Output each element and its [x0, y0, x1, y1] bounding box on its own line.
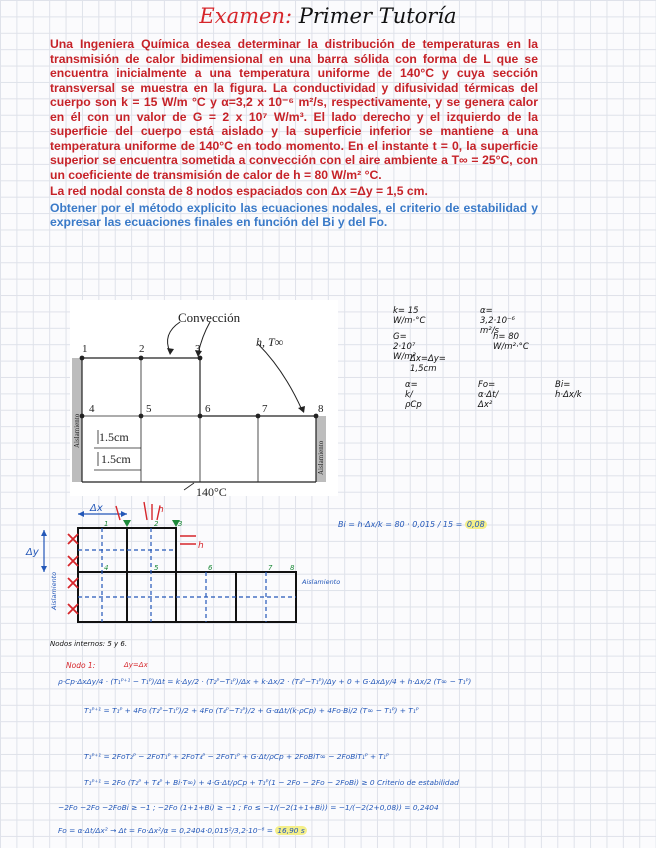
equation-5-text: −2Fo −2Fo −2FoBi ≥ −1 ; −2Fo (1+1+Bi) ≥ −1 ; — [58, 803, 242, 812]
note-alpha: α= 3,2·10⁻⁶ m²/s — [480, 306, 515, 336]
h-tinf-label: h, T∞ — [256, 335, 284, 349]
node1-note: Δy=Δx — [124, 661, 148, 669]
bi-calculation — [338, 520, 487, 529]
sketch-h-label: h — [158, 505, 164, 515]
equation-1: ρ·Cp·ΔxΔy/4 · (T₁ᴾ⁺¹ − T₁ᴾ)/Δt = k·Δy/2 · (T₂ᴾ−T₁ᴾ)/Δx + k·Δx/2 · (T₄ᴾ−T₁ᴾ)/Δy + 0 + G·ΔxΔy/4 + h·Δx/2 (T∞ − T₁ᴾ) — [58, 677, 472, 686]
fo-result-prefix: Fo ≤ −1/(−2(1+1+Bi)) = −1/(−2(2+0,08)) = — [243, 803, 411, 812]
stability-criterion: Criterio de estabilidad — [376, 778, 459, 787]
sketch-h-label-side: h — [198, 541, 204, 551]
fo-result: 0,2404 — [412, 803, 439, 812]
title-prefix: Examen: — [199, 4, 293, 28]
bi-calc-text: Bi = h·Δx/k = 80 · 0,015 / 15 = — [338, 520, 463, 529]
sketch-node-7: 7 — [268, 564, 273, 572]
note-G: G= 2·10⁷ W/m³ — [393, 332, 416, 362]
equation-5 — [58, 803, 439, 812]
sketch-insulated-left: Aislamiento — [50, 571, 58, 610]
equation-4 — [84, 778, 459, 787]
sketch-node-4: 4 — [104, 564, 109, 572]
note-dx: Δx=Δy= 1,5cm — [410, 354, 446, 374]
dim-1-label: 1.5cm — [99, 430, 129, 444]
node-8-label: 8 — [318, 403, 324, 415]
dt-prefix: Fo = α·Δt/Δx² → Δt = Fo·Δx²/α = 0,2404·0,015²/3,2·10⁻⁶ = — [58, 826, 273, 835]
dim-2-label: 1.5cm — [101, 452, 131, 466]
note-k: k= 15 W/m·°C — [393, 306, 426, 326]
sketch-dx-label: Δx — [90, 503, 103, 514]
bi-calc-result: 0,08 — [466, 520, 485, 529]
node-1-label: 1 — [82, 343, 88, 355]
note-h: h= 80 W/m²·°C — [493, 332, 529, 352]
equation-6 — [58, 826, 307, 835]
dt-result: 16,90 s — [277, 826, 305, 835]
internal-nodes-note: Nodos internos: 5 y 6. — [50, 640, 128, 648]
node-3-label: 3 — [195, 343, 201, 355]
equation-4-text: T₁ᴾ⁺¹ = 2Fo (T₂ᴾ + T₄ᴾ + Bi·T∞) + 4·G·Δt/ρCp + T₁ᴾ(1 − 2Fo − 2Fo − 2FoBi) ≥ 0 — [84, 778, 375, 787]
objective-text: Obtener por el método explicito las ecuaciones nodales, el criterio de estabilidad y expresar las ecuaciones finales en función del Bi y del Fo. — [50, 200, 538, 229]
node-2-label: 2 — [139, 343, 145, 355]
node-4-label: 4 — [89, 403, 95, 415]
convection-label: Convección — [178, 310, 241, 325]
node-5-label: 5 — [146, 403, 152, 415]
problem-text: Una Ingeniera Química desea determinar la distribución de temperaturas en la transmisión de calor bidimensional en una barra sólida con forma de L que se encuentra inicialmente a una temperatura uniforme de 140°C y cuya sección transversal se muestra en la figura. La conductividad y difusividad térmicas del cuerpo son k = 15 W/m °C y α=3,2 x 10⁻⁶ m²/s, respectivamente, y se genera calor en él con un valor de G = 2 x 10⁷ W/m³. El lado derecho y el izquierdo de la superficie del cuerpo está aislado y la superficie inferior se mantiene a una temperatura uniforme de 140°C en todo momento. En el instante t = 0, la superficie superior se encuentra sometida a convección con el aire ambiente a T∞ = 25°C, con un coeficiente de transmisión de calor de h = 80 W/m² °C. — [50, 37, 538, 182]
textbook-figure — [70, 300, 338, 499]
sketch-insulated-right: Aislamiento — [302, 578, 341, 586]
sketch-dy-label: Δy — [26, 547, 39, 558]
equation-2: T₁ᴾ⁺¹ = T₁ᴾ + 4Fo (T₂ᴾ−T₁ᴾ)/2 + 4Fo (T₄ᴾ−T₁ᴾ)/2 + G·αΔt/(k·ρCp) + 4Fo·Bi/2 (T∞ − T₁ᴾ) + T₁ᴾ — [84, 706, 419, 715]
bottom-temp-label: 140°C — [196, 485, 227, 499]
page-title — [0, 4, 656, 28]
node1-title: Nodo 1: — [66, 661, 96, 670]
node-7-label: 7 — [262, 403, 268, 415]
note-bi-def: Bi= h·Δx/k — [555, 380, 582, 400]
note-alpha-def: α= k/ρCp — [405, 380, 422, 410]
equation-3: T₁ᴾ⁺¹ = 2FoT₂ᴾ − 2FoT₁ᴾ + 2FoT₄ᴾ − 2FoT₁ᴾ + G·Δt/ρCp + 2FoBiT∞ − 2FoBiT₁ᴾ + T₁ᴾ — [84, 752, 389, 761]
sketch-node-8: 8 — [290, 564, 295, 572]
sketch-node-5: 5 — [154, 564, 159, 572]
insulation-left-label: Aislamiento — [73, 413, 81, 448]
sketch-node-2: 2 — [154, 520, 159, 528]
title-main: Primer Tutoría — [298, 4, 457, 28]
sketch-node-1: 1 — [104, 520, 109, 528]
sketch-node-6: 6 — [208, 564, 213, 572]
hand-sketch — [20, 500, 341, 645]
problem-statement — [50, 37, 538, 230]
mesh-description: La red nodal consta de 8 nodos espaciados con Δx =Δy = 1,5 cm. — [50, 184, 428, 198]
insulation-right-label: Aislamiento — [317, 440, 325, 475]
sketch-node-3: 3 — [178, 520, 183, 528]
node-6-label: 6 — [205, 403, 211, 415]
note-fo-def: Fo= α·Δt/Δx² — [478, 380, 499, 410]
